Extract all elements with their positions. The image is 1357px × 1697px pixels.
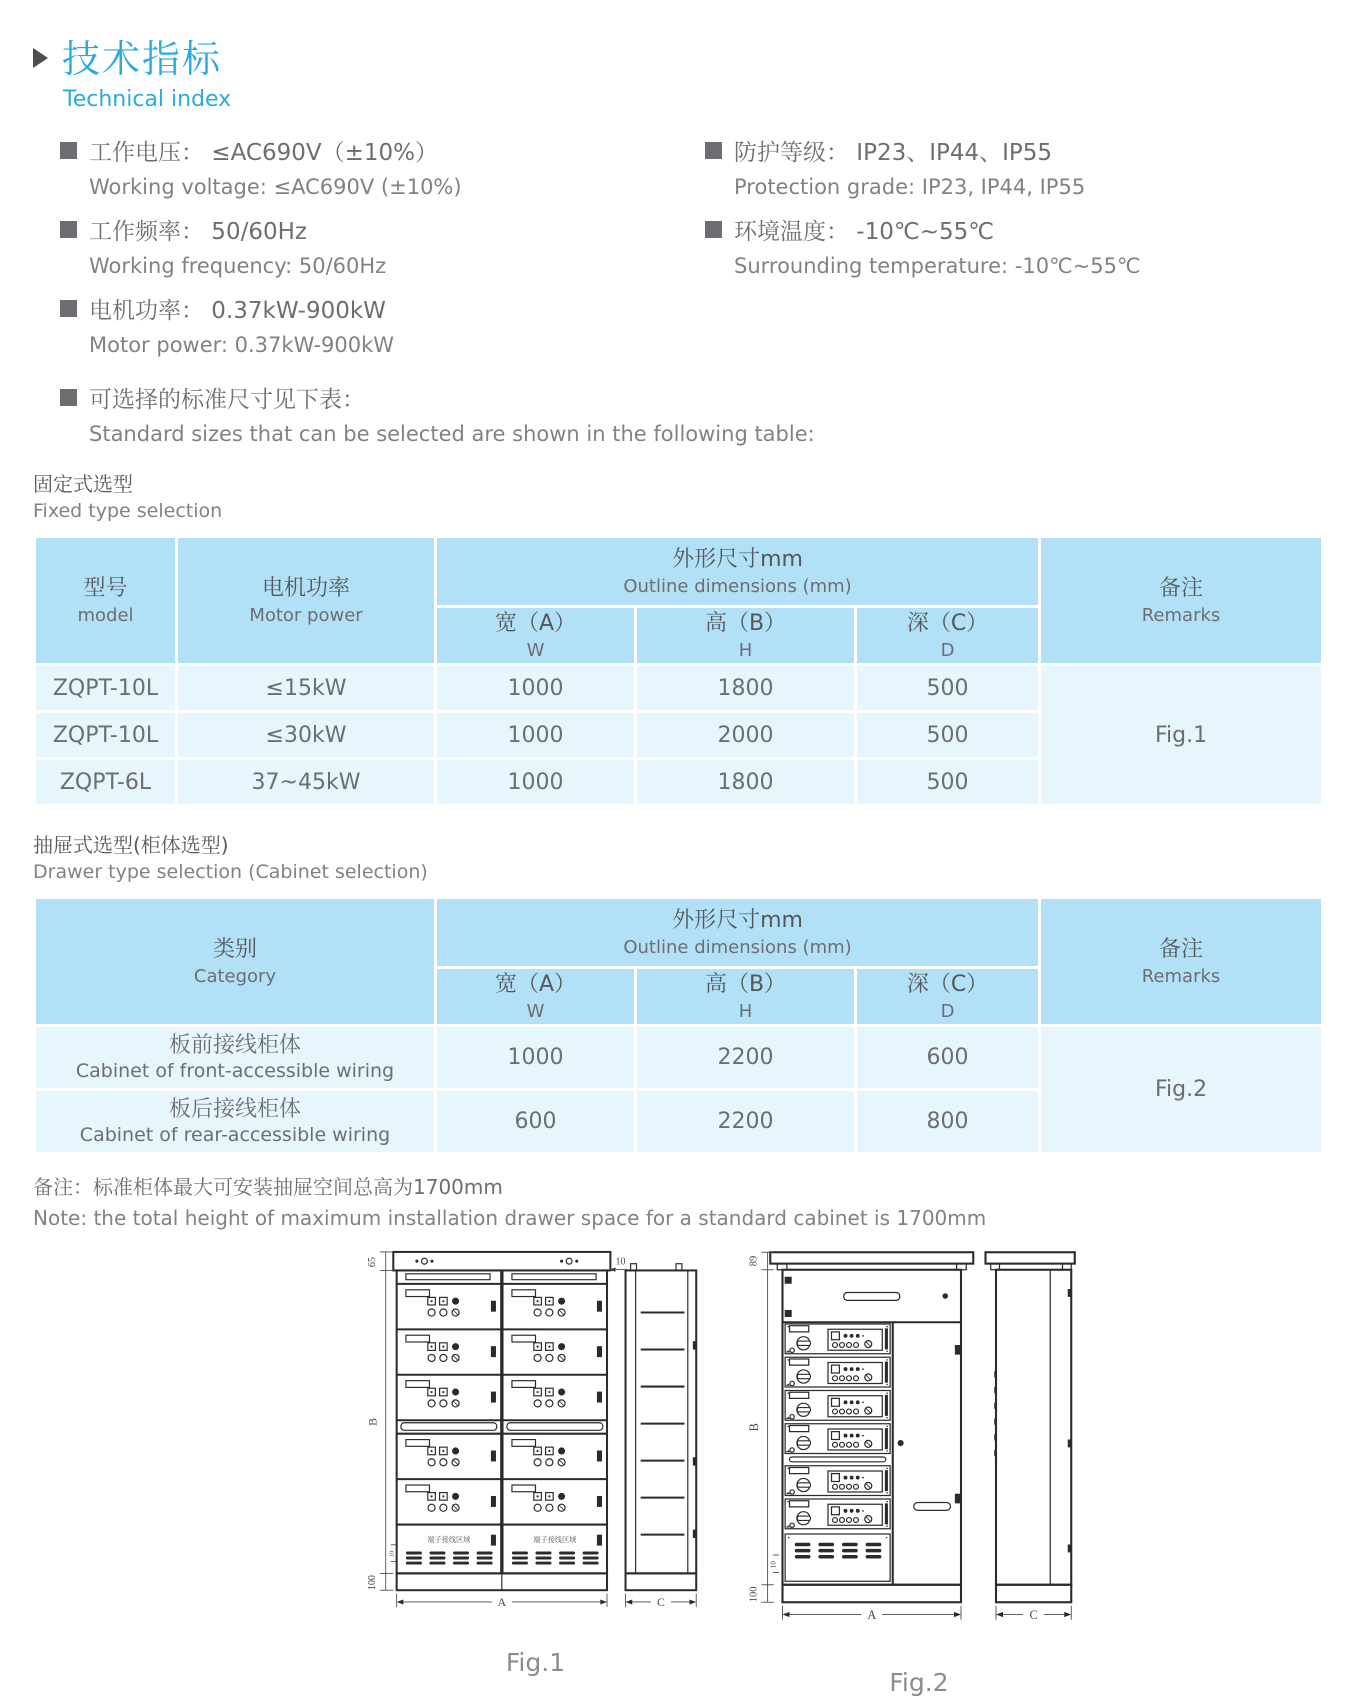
fig1-dim-overhang-label: 10 [615,1256,626,1268]
fig2-dimensions [747,1252,1071,1622]
th-dims-en: Outline dimensions (mm) [623,575,852,597]
section-label-en: Fixed type selection [33,500,223,522]
bullet-square-icon [60,389,77,406]
cell-category [35,1026,436,1090]
th-model-en: model [77,604,134,626]
cell-width: 1000 [436,665,636,712]
cell-category-zh: 板前接线柜体 [168,1032,301,1058]
th-category-zh: 类别 [212,936,257,962]
bullet-square-icon [60,142,77,159]
th-dims-zh: 外形尺寸mm [672,907,803,933]
cell-width: 600 [436,1090,636,1154]
cell-model: ZQPT-10L [35,712,177,759]
th-width [436,607,636,665]
cell-depth: 500 [856,759,1040,806]
th-outline-dimensions [436,898,1040,968]
page-header [33,28,1357,83]
cell-depth: 800 [856,1090,1040,1154]
table-row [35,1026,1323,1090]
spec-zh: 工作频率： 50/60Hz [89,219,307,245]
specs-right-column [705,134,1141,371]
cell-depth: 600 [856,1026,1040,1090]
th-motor-power-en: Motor power [249,604,363,626]
fig1-front-view [393,1252,610,1590]
fig2-dim-depth-label: C [1029,1607,1038,1622]
cell-model: ZQPT-10L [35,665,177,712]
spec-zh: 防护等级： IP23、IP44、IP55 [734,140,1053,166]
cell-power: 37~45kW [177,759,436,806]
drawer-unit [406,1381,496,1407]
spec-zh: 工作电压： ≤AC690V（±10%） [89,140,438,166]
fig1-dim-plinth-label: 100 [366,1575,378,1591]
spec-zh: 电机功率： 0.37kW-900kW [89,298,386,324]
fig1-dim-vent-label: 10 [388,1550,396,1558]
fig2-side-view [986,1252,1075,1602]
cell-width: 1000 [436,759,636,806]
th-remarks-en: Remarks [1141,965,1221,987]
bullet-square-icon [705,221,722,238]
cell-width: 1000 [436,1026,636,1090]
spec-en: Working voltage: ≤AC690V (±10%) [89,175,462,199]
spec-item-standard-sizes [33,381,1357,446]
th-width-en: W [526,639,545,661]
terminal-area [512,1535,602,1565]
th-depth-zh: 深（C） [906,971,989,997]
th-height-zh: 高（B） [704,610,787,636]
figures-row [363,1240,1357,1697]
fixed-type-section-label [33,468,1357,522]
fig2-dim-height-label: B [747,1423,761,1432]
drawer-unit [406,1440,496,1466]
note-zh: 备注：标准柜体最大可安装抽屉空间总高为1700mm [33,1175,503,1199]
drawer-unit [512,1485,602,1511]
drawer-unit [785,1499,890,1529]
spec-item-surrounding-temperature [705,213,1141,278]
drawer-unit [785,1391,890,1421]
table-note [33,1171,1357,1230]
spec-item-working-voltage [60,134,705,199]
cell-category-en: Cabinet of rear-accessible wiring [79,1124,391,1147]
cell-depth: 500 [856,665,1040,712]
fig2-front-view [770,1252,973,1602]
th-width-en: W [526,1000,545,1022]
th-width-zh: 宽（A） [494,610,577,636]
drawer-unit [406,1290,496,1316]
section-label-zh: 抽屉式选型(柜体选型) [33,833,229,857]
note-en: Note: the total height of maximum installation drawer space for a standard cabinet is 1700mm [33,1206,987,1230]
drawer-type-table [33,896,1324,1155]
th-remarks [1040,537,1323,665]
fig2-dim-plinth-label: 100 [748,1586,760,1603]
cell-remark: Fig.1 [1040,665,1323,806]
th-width [436,968,636,1026]
spec-item-protection-grade [705,134,1141,199]
th-model-zh: 型号 [83,575,128,601]
section-label-en: Drawer type selection (Cabinet selection) [33,861,428,883]
spec-en: Standard sizes that can be selected are shown in the following table: [89,422,815,446]
spec-en: Protection grade: IP23, IP44, IP55 [734,175,1086,199]
cell-model: ZQPT-6L [35,759,177,806]
drawer-unit [512,1440,602,1466]
section-arrow-icon [33,48,48,68]
fig1-dim-height-label: B [366,1417,380,1426]
drawer-unit [785,1324,890,1354]
spec-item-working-frequency [60,213,705,278]
specs-section [33,134,1357,371]
bullet-square-icon [60,221,77,238]
spec-zh: 可选择的标准尺寸见下表： [89,387,365,413]
drawer-unit [785,1357,890,1387]
fig2-vent-panel [785,1534,890,1581]
th-motor-power-zh: 电机功率 [261,575,350,601]
page-subtitle: Technical index [63,87,232,112]
fig2-caption: Fig.2 [889,1668,949,1697]
drawer-unit [512,1335,602,1361]
cell-height: 2200 [636,1026,856,1090]
cell-width: 1000 [436,712,636,759]
bullet-square-icon [705,142,722,159]
fig2-door [898,1345,961,1510]
th-depth [856,968,1040,1026]
drawer-unit [785,1424,890,1454]
drawer-unit [406,1335,496,1361]
spec-en: Motor power: 0.37kW-900kW [89,333,395,357]
cell-category [35,1090,436,1154]
th-depth [856,607,1040,665]
th-motor-power [177,537,436,665]
cell-remark: Fig.2 [1040,1026,1323,1154]
th-dims-zh: 外形尺寸mm [672,546,803,572]
fig2-dim-width-label: A [867,1607,877,1622]
th-height-en: H [738,639,753,661]
spec-en: Surrounding temperature: -10℃~55℃ [734,254,1141,278]
fig2-dim-vent-label: 10 [769,1561,778,1569]
drawer-type-section-label [33,829,1357,883]
fixed-type-table [33,535,1324,807]
th-height [636,607,856,665]
drawer-unit [406,1485,496,1511]
cell-height: 1800 [636,759,856,806]
cell-category-en: Cabinet of front-accessible wiring [75,1060,395,1083]
drawer-unit [512,1381,602,1407]
page-title: 技术指标 [62,37,223,81]
th-depth-zh: 深（C） [906,610,989,636]
fig1-dim-width-label: A [497,1596,507,1610]
terminal-area [406,1535,496,1565]
th-category [35,898,436,1026]
cell-category-zh: 板后接线柜体 [168,1096,301,1122]
th-remarks [1040,898,1323,1026]
th-remarks-zh: 备注 [1159,575,1204,601]
th-width-zh: 宽（A） [494,971,577,997]
cell-power: ≤30kW [177,712,436,759]
cell-height: 2200 [636,1090,856,1154]
figure-2 [744,1240,1094,1697]
table-row [35,665,1323,712]
fig1-dim-cap-label: 65 [366,1256,378,1268]
th-remarks-zh: 备注 [1159,936,1204,962]
fig1-dim-depth-label: C [656,1596,665,1610]
th-remarks-en: Remarks [1141,604,1221,626]
cell-power: ≤15kW [177,665,436,712]
cell-height: 1800 [636,665,856,712]
drawer-unit [785,1466,890,1496]
spec-en: Working frequency: 50/60Hz [89,254,387,278]
figure-1 [363,1240,708,1677]
th-outline-dimensions [436,537,1040,607]
fig1-caption: Fig.1 [505,1648,566,1677]
spec-item-motor-power [60,292,705,357]
fig2-drawing [744,1240,1094,1660]
drawer-unit [512,1290,602,1316]
fig2-dim-cap-label: 89 [748,1255,760,1267]
th-height-zh: 高（B） [704,971,787,997]
section-label-zh: 固定式选型 [33,472,133,496]
th-depth-en: D [940,1000,955,1022]
cell-height: 2000 [636,712,856,759]
th-category-en: Category [193,965,277,987]
spec-zh: 环境温度： -10℃~55℃ [734,219,995,245]
fig1-drawing: 端子接线区域 65 B 10 100 10 A C [363,1240,708,1640]
th-dims-en: Outline dimensions (mm) [623,936,852,958]
th-height-en: H [738,1000,753,1022]
fig1-side-view [626,1264,697,1590]
th-depth-en: D [940,639,955,661]
th-height [636,968,856,1026]
specs-left-column [60,134,705,371]
bullet-square-icon [60,300,77,317]
th-model [35,537,177,665]
cell-depth: 500 [856,712,1040,759]
